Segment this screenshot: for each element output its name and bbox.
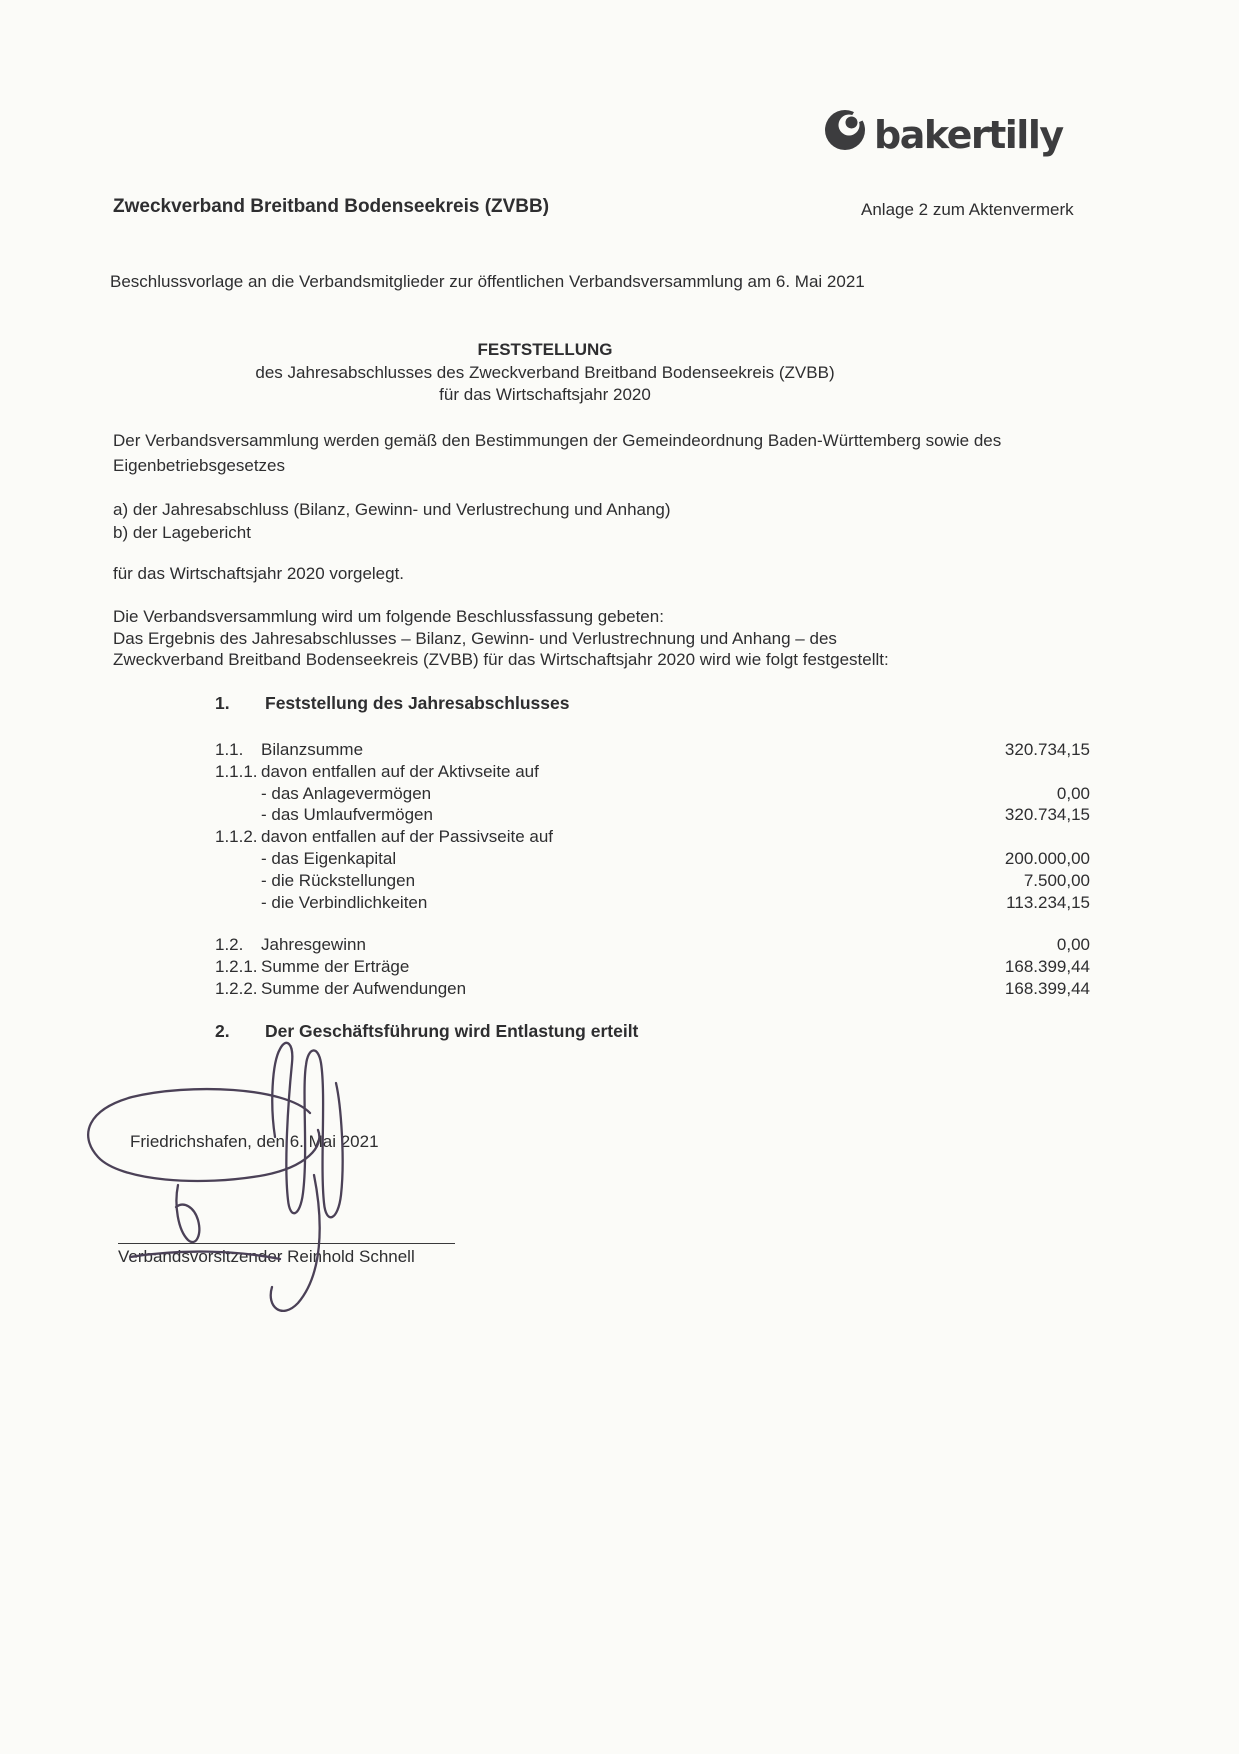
row-label: - die Verbindlichkeiten [261,892,428,912]
row-label: davon entfallen auf der Passivseite auf [261,827,554,847]
row-number [215,783,261,805]
subject-title: FESTSTELLUNG [477,340,613,359]
table-row [215,783,1090,805]
logo-wordmark: bakertilly [874,113,1063,157]
row-label: - das Anlagevermögen [261,783,432,803]
list-item-a: a) der Jahresabschluss (Bilanz, Gewinn- und Verlustrechung und Anhang) [113,500,671,519]
row-label: Bilanzsumme [261,740,364,759]
row-value: 168.399,44 [1004,978,1090,998]
place-date-line: Friedrichshafen, den 6. Mai 2021 [130,1132,379,1151]
intro-line: Beschlussvorlage an die Verbandsmitglieder zur öffentlichen Verbandsversammlung am 6. Mai 2021 [110,272,865,291]
paragraph-3-line3: Zweckverband Breitband Bodenseekreis (ZVBB) für das Wirtschaftsjahr 2020 wird wie folgt festgestellt: [113,650,889,670]
section-1-number: 1. [215,693,230,713]
row-number: 1.2.2. [215,978,258,998]
annex-label: Anlage 2 zum Aktenvermerk [861,200,1074,219]
table-row [215,892,1090,914]
row-value: 7.500,00 [1023,870,1090,890]
table-row [215,761,1090,783]
table-row [215,739,1090,761]
row-number [215,804,261,826]
table-row [215,934,1090,956]
row-number [215,870,261,892]
row-value: 113.234,15 [1006,892,1090,912]
section-2-heading [215,1021,638,1042]
paragraph-3-line2: Das Ergebnis des Jahresabschlusses – Bilanz, Gewinn- und Verlustrechnung und Anhang – des [113,628,837,648]
section-1-title: Feststellung des Jahresabschlusses [265,693,570,713]
signer-name: Verbandsvorsitzender Reinhold Schnell [118,1247,415,1266]
paragraph-3 [113,606,889,671]
row-label: davon entfallen auf der Aktivseite auf [261,761,539,781]
row-label: - das Eigenkapital [261,848,397,868]
table-row [215,804,1090,826]
row-value: 320.734,15 [1004,805,1090,825]
row-value: 168.399,44 [1004,957,1090,977]
paragraph-1-line1: Der Verbandsversammlung werden gemäß den Bestimmungen der Gemeindeordnung Baden-Württemberg sowie des [113,431,1002,450]
row-number [215,848,261,870]
document-org-title: Zweckverband Breitband Bodenseekreis (ZVBB) [113,196,550,217]
list-ab [113,498,671,544]
row-label: Jahresgewinn [261,935,366,955]
row-label: - die Rückstellungen [261,870,416,890]
resolution-table [215,739,1090,1000]
row-number: 1.2. [215,935,244,955]
signature-rule [118,1243,455,1244]
row-number: 1.1.1. [215,761,258,781]
section-2-number: 2. [215,1021,230,1041]
subject-line3: für das Wirtschaftsjahr 2020 [439,385,651,404]
section-1-heading [215,693,569,714]
paragraph-1 [113,428,1001,478]
handwritten-signature [70,1035,500,1335]
row-label: - das Umlaufvermögen [261,805,433,825]
paragraph-2: für das Wirtschaftsjahr 2020 vorgelegt. [113,564,405,583]
subject-block [95,339,995,407]
table-row [215,978,1090,1000]
row-label: Summe der Aufwendungen [261,978,467,998]
list-item-b: b) der Lagebericht [113,523,251,542]
paragraph-1-line2: Eigenbetriebsgesetzes [113,456,286,475]
section-2-title: Der Geschäftsführung wird Entlastung erteilt [265,1021,639,1041]
row-value: 320.734,15 [1004,740,1090,759]
row-value: 0,00 [1056,935,1090,955]
row-number [215,892,261,914]
bakertilly-logo-icon [824,106,868,152]
row-number: 1.2.1. [215,957,258,977]
row-number: 1.1. [215,740,244,759]
row-number: 1.1.2. [215,827,258,847]
table-row [215,956,1090,978]
table-row [215,848,1090,870]
paragraph-3-line1: Die Verbandsversammlung wird um folgende Beschlussfassung gebeten: [113,607,664,626]
row-label: Summe der Erträge [261,957,410,977]
subject-line2: des Jahresabschlusses des Zweckverband Breitband Bodenseekreis (ZVBB) [255,362,835,382]
bakertilly-logo [824,104,1063,157]
table-row [215,826,1090,848]
row-value: 200.000,00 [1004,848,1090,868]
table-row [215,870,1090,892]
row-value: 0,00 [1056,783,1090,803]
